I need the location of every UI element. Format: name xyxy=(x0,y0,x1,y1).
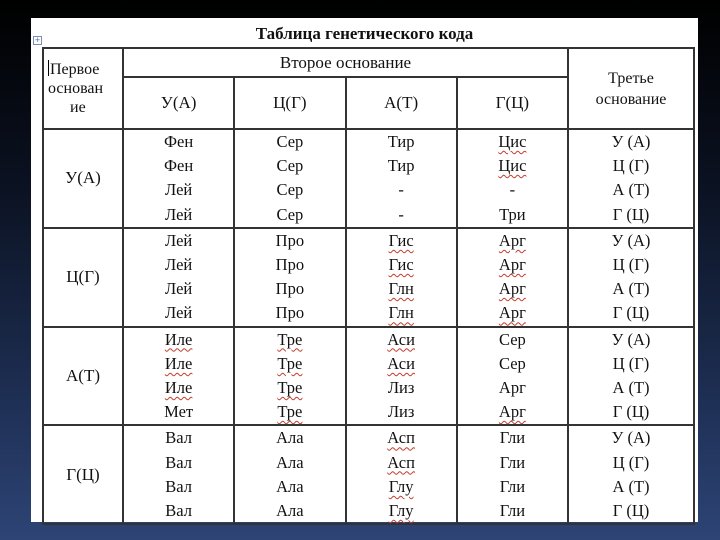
amino-acid: Лей xyxy=(165,255,193,275)
amino-acid: Арг xyxy=(498,255,526,275)
amino-acid: Вал xyxy=(165,476,192,496)
third-base: Г (Ц) xyxy=(612,402,650,422)
third-base: У (А) xyxy=(611,132,651,151)
amino-acid-cell xyxy=(457,425,568,524)
amino-acid: Иле xyxy=(164,329,193,349)
amino-acid-cell xyxy=(234,425,345,524)
table-body xyxy=(43,129,694,524)
header-second-base: Второе основание xyxy=(123,48,568,77)
amino-acid: Лей xyxy=(165,180,193,200)
first-base-cell: У(А) xyxy=(43,129,123,228)
amino-acid: Лей xyxy=(165,230,193,250)
amino-acid: Тре xyxy=(277,353,303,373)
amino-acid: - xyxy=(509,180,516,200)
first-base-cell: Г(Ц) xyxy=(43,425,123,524)
amino-acid: Арг xyxy=(498,279,526,299)
amino-acid: Про xyxy=(275,279,305,299)
amino-acid: Асп xyxy=(387,452,415,472)
amino-acid: Иле xyxy=(164,353,193,373)
amino-acid: Цис xyxy=(498,156,527,176)
amino-acid: Сер xyxy=(276,180,304,200)
amino-acid: Гли xyxy=(499,476,526,496)
amino-acid: - xyxy=(398,204,404,224)
header-third-base xyxy=(568,48,694,129)
amino-acid-cell xyxy=(123,425,234,524)
table-row xyxy=(43,228,694,327)
amino-acid-cell xyxy=(234,129,345,228)
amino-acid-cell xyxy=(346,228,457,327)
amino-acid: Тре xyxy=(277,378,303,398)
amino-acid: Тир xyxy=(387,156,415,176)
amino-acid: Про xyxy=(275,303,305,323)
third-base: Г (Ц) xyxy=(612,501,650,521)
amino-acid: Асп xyxy=(387,428,415,448)
table-row xyxy=(43,327,694,426)
table-title: Таблица генетического кода xyxy=(255,24,474,43)
amino-acid: Лиз xyxy=(387,378,415,398)
amino-acid-cell xyxy=(457,327,568,426)
amino-acid: Ала xyxy=(276,476,304,496)
third-base-cell xyxy=(568,129,694,228)
third-base: А (Т) xyxy=(612,476,650,496)
amino-acid: Глу xyxy=(388,476,414,496)
amino-acid: Сер xyxy=(276,204,304,224)
amino-acid: Про xyxy=(275,255,305,275)
third-base-cell xyxy=(568,425,694,524)
table-anchor-icon[interactable]: + xyxy=(34,36,41,44)
amino-acid: Сер xyxy=(498,329,526,349)
amino-acid: Тир xyxy=(387,132,415,151)
amino-acid-cell xyxy=(346,129,457,228)
table-row xyxy=(43,425,694,524)
amino-acid: Арг xyxy=(498,303,526,323)
amino-acid: Про xyxy=(275,230,305,250)
amino-acid: Гис xyxy=(388,255,414,275)
text-cursor xyxy=(48,60,49,76)
third-base: У (А) xyxy=(611,428,651,448)
amino-acid: Арг xyxy=(498,230,526,250)
amino-acid: Мет xyxy=(164,402,194,422)
amino-acid: Иле xyxy=(164,378,193,398)
first-base-cell: А(Т) xyxy=(43,327,123,426)
third-base-cell xyxy=(568,228,694,327)
amino-acid-cell xyxy=(123,129,234,228)
amino-acid: Ала xyxy=(276,428,304,448)
third-base: У (А) xyxy=(611,230,651,250)
amino-acid: Лиз xyxy=(387,402,415,422)
amino-acid: Тре xyxy=(277,329,303,349)
document-sheet xyxy=(31,18,698,522)
amino-acid: Тре xyxy=(277,402,303,422)
column-header: Ц(Г) xyxy=(234,77,345,129)
amino-acid-cell xyxy=(234,327,345,426)
amino-acid: Ала xyxy=(276,452,304,472)
header-first-base-line: ие xyxy=(70,99,86,116)
third-base: Ц (Г) xyxy=(612,255,650,275)
first-base-cell: Ц(Г) xyxy=(43,228,123,327)
amino-acid-cell xyxy=(234,228,345,327)
column-header: А(Т) xyxy=(346,77,457,129)
header-third-base-line: Третье xyxy=(608,69,654,87)
third-base-cell xyxy=(568,327,694,426)
third-base: Ц (Г) xyxy=(612,452,650,472)
amino-acid: Арг xyxy=(498,402,526,422)
amino-acid: Гли xyxy=(499,501,526,521)
amino-acid: Глн xyxy=(388,303,414,323)
third-base: У (А) xyxy=(611,329,651,349)
column-header: У(А) xyxy=(123,77,234,129)
column-header: Г(Ц) xyxy=(457,77,568,129)
amino-acid: Лей xyxy=(165,279,193,299)
header-first-base-line: Первое xyxy=(50,61,100,78)
amino-acid: Фен xyxy=(164,156,194,176)
third-base: А (Т) xyxy=(612,180,650,200)
amino-acid: Аси xyxy=(387,353,415,373)
amino-acid: Глн xyxy=(388,279,414,299)
amino-acid: Сер xyxy=(498,353,526,373)
third-base: Ц (Г) xyxy=(612,156,650,176)
amino-acid: Лей xyxy=(165,303,193,323)
amino-acid-cell xyxy=(123,228,234,327)
amino-acid: Вал xyxy=(165,428,192,448)
third-base: А (Т) xyxy=(612,378,650,398)
amino-acid: Аси xyxy=(387,329,415,349)
table-row xyxy=(43,129,694,228)
header-third-base-line: основание xyxy=(595,90,667,108)
amino-acid: - xyxy=(398,180,404,200)
amino-acid-cell xyxy=(346,327,457,426)
amino-acid: Лей xyxy=(165,204,193,224)
third-base: Ц (Г) xyxy=(612,353,650,373)
amino-acid: Вал xyxy=(165,501,192,521)
amino-acid-cell xyxy=(457,129,568,228)
third-base: Г (Ц) xyxy=(612,204,650,224)
amino-acid: Фен xyxy=(164,132,194,151)
header-first-base-line: основан xyxy=(48,80,104,97)
amino-acid: Сер xyxy=(276,132,304,151)
amino-acid: Гли xyxy=(499,452,526,472)
header-first-base xyxy=(43,48,123,129)
amino-acid: Арг xyxy=(498,378,526,398)
amino-acid: Ала xyxy=(276,501,304,521)
amino-acid: Три xyxy=(499,204,526,224)
third-base: А (Т) xyxy=(612,279,650,299)
amino-acid: Гис xyxy=(388,230,414,250)
amino-acid: Гли xyxy=(499,428,526,448)
amino-acid: Сер xyxy=(276,156,304,176)
amino-acid: Цис xyxy=(498,132,527,151)
amino-acid-cell xyxy=(123,327,234,426)
amino-acid-cell xyxy=(346,425,457,524)
amino-acid: Глу xyxy=(388,501,414,521)
amino-acid-cell xyxy=(457,228,568,327)
third-base: Г (Ц) xyxy=(612,303,650,323)
amino-acid: Вал xyxy=(165,452,192,472)
genetic-code-table xyxy=(42,47,695,525)
